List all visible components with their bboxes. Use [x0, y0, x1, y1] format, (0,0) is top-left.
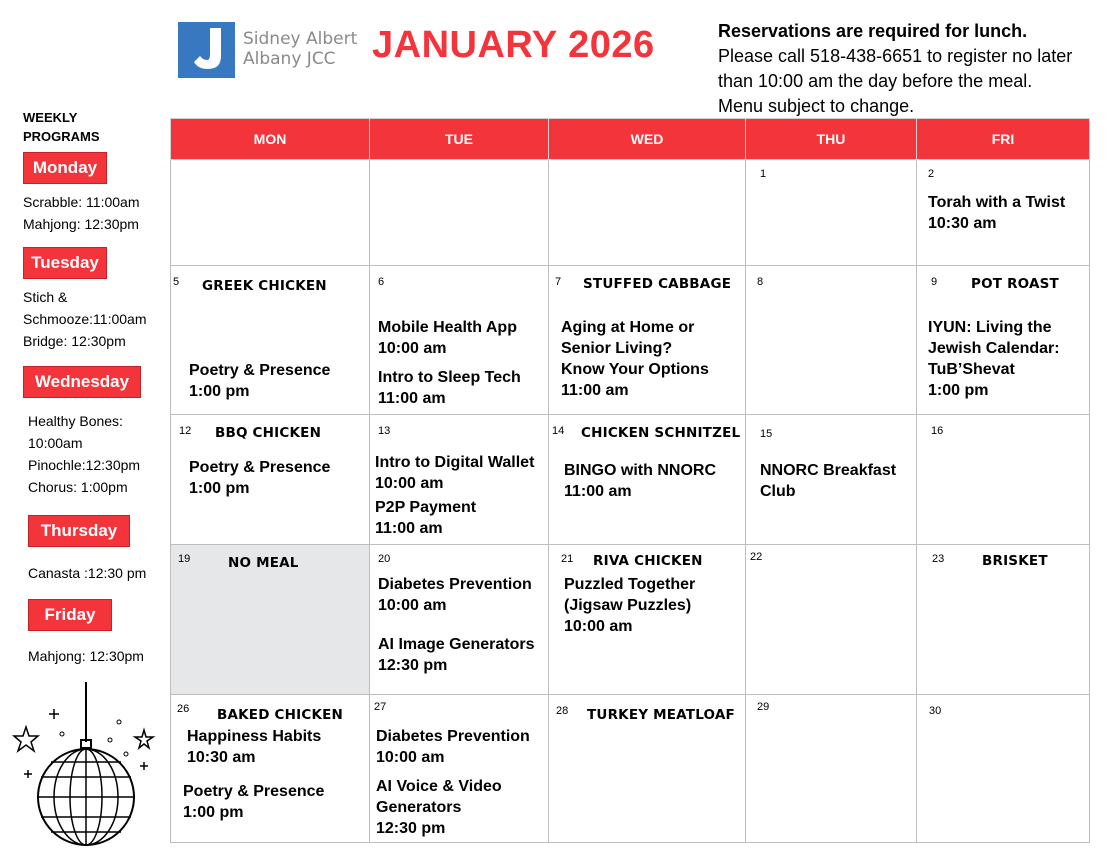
program-item: Scrabble: 11:00am	[23, 194, 140, 210]
event-line: Diabetes Prevention	[378, 576, 532, 593]
day-cell	[746, 415, 917, 545]
event	[928, 192, 1065, 234]
date-number: 8	[757, 276, 764, 288]
event-line: AI Image Generators	[378, 636, 535, 653]
reservation-notice	[718, 19, 1103, 119]
header-wed: WED	[549, 119, 746, 160]
monday-programs	[23, 191, 139, 235]
day-cell	[746, 695, 917, 843]
sidebar-day-tuesday: Tuesday	[23, 247, 107, 279]
date-number: 19	[178, 553, 191, 565]
event-line: Club	[760, 483, 796, 500]
event-line: 11:00 am	[561, 382, 629, 399]
day-cell	[549, 545, 746, 695]
meal-label: BRISKET	[982, 553, 1048, 569]
program-item: Healthy Bones:	[28, 413, 123, 429]
event-line: 10:00 am	[375, 475, 444, 492]
day-cell	[549, 415, 746, 545]
event-line: Senior Living?	[561, 340, 673, 357]
tuesday-programs	[23, 286, 146, 352]
friday-programs	[28, 645, 144, 667]
event-line: 11:00 am	[378, 390, 446, 407]
week-row	[171, 695, 1090, 843]
event-line: 11:00 am	[375, 520, 443, 537]
program-item: 10:00am	[28, 435, 83, 451]
event-line: NNORC Breakfast	[760, 462, 897, 479]
day-cell	[549, 266, 746, 415]
day-cell	[171, 266, 370, 415]
date-number: 28	[556, 705, 569, 717]
event-line: 10:30 am	[187, 749, 256, 766]
logo-line-2: Albany JCC	[243, 49, 336, 69]
thursday-programs	[28, 562, 146, 584]
event	[378, 317, 521, 409]
event-line: 10:00 am	[564, 618, 633, 635]
jcc-logo	[178, 22, 235, 78]
event-line: Puzzled Together	[564, 576, 696, 593]
calendar-header-row	[171, 119, 1090, 160]
day-cell	[549, 160, 746, 266]
day-cell	[917, 695, 1090, 843]
day-cell	[746, 545, 917, 695]
day-cell-no-meal	[171, 545, 370, 695]
date-number: 16	[931, 425, 944, 437]
notice-line: than 10:00 am the day before the meal.	[718, 71, 1033, 91]
notice-line: Please call 518-438-6651 to register no later	[718, 46, 1073, 66]
event-line: Jewish Calendar:	[928, 340, 1060, 357]
date-number: 5	[173, 276, 180, 288]
event-line: P2P Payment	[375, 499, 477, 516]
date-number: 29	[757, 701, 770, 713]
day-cell	[370, 160, 549, 266]
date-number: 2	[928, 168, 935, 180]
event	[561, 317, 709, 401]
event	[564, 460, 716, 502]
event-line: Know Your Options	[561, 361, 709, 378]
event-line: IYUN: Living the	[928, 319, 1052, 336]
day-cell	[917, 415, 1090, 545]
event-line: AI Voice & Video	[376, 778, 502, 795]
date-number: 6	[378, 276, 385, 288]
sidebar-title-line: WEEKLY	[23, 110, 78, 125]
event-line: 1:00 pm	[189, 383, 250, 400]
event	[189, 360, 330, 402]
jcc-logo-icon	[178, 22, 235, 78]
date-number: 14	[552, 425, 565, 437]
event-line: TuB’Shevat	[928, 361, 1015, 378]
meal-label: BBQ CHICKEN	[215, 425, 322, 441]
program-item: Mahjong: 12:30pm	[28, 648, 144, 664]
program-item: Stich &	[23, 289, 68, 305]
event	[375, 452, 534, 539]
header-fri: FRI	[917, 119, 1090, 160]
calendar-grid	[170, 118, 1090, 843]
event-line: Torah with a Twist	[928, 194, 1066, 211]
notice-line: Menu subject to change.	[718, 96, 915, 116]
program-item: Schmooze:11:00am	[23, 311, 147, 327]
date-number: 27	[374, 701, 387, 713]
event	[189, 457, 330, 499]
notice-line: Reservations are required for lunch.	[718, 21, 1028, 41]
logo-line-1: Sidney Albert	[243, 29, 358, 49]
disco-ball-icon	[6, 682, 166, 852]
program-item: Mahjong: 12:30pm	[23, 216, 139, 232]
event-line: (Jigsaw Puzzles)	[564, 597, 692, 614]
sidebar-day-friday: Friday	[28, 599, 112, 631]
date-number: 1	[760, 168, 767, 180]
event-line: 11:00 am	[564, 483, 632, 500]
event-line: Intro to Sleep Tech	[378, 369, 521, 386]
day-cell	[917, 160, 1090, 266]
day-cell	[171, 415, 370, 545]
event-line: 10:00 am	[376, 749, 445, 766]
event-line: 12:30 pm	[378, 657, 448, 674]
day-cell	[370, 695, 549, 843]
event-line: Generators	[376, 799, 462, 816]
event	[378, 574, 535, 676]
event-line: Happiness Habits	[187, 728, 322, 745]
meal-label: CHICKEN SCHNITZEL	[581, 425, 741, 441]
event-line: 1:00 pm	[189, 480, 250, 497]
event-line: BINGO with NNORC	[564, 462, 716, 479]
date-number: 13	[378, 425, 391, 437]
meal-label: NO MEAL	[228, 555, 299, 571]
meal-label: GREEK CHICKEN	[202, 278, 327, 294]
day-cell	[746, 266, 917, 415]
day-cell	[917, 545, 1090, 695]
program-item: Pinochle:12:30pm	[28, 457, 141, 473]
event-line: Diabetes Prevention	[376, 728, 530, 745]
week-row	[171, 266, 1090, 415]
meal-label: BAKED CHICKEN	[217, 707, 344, 723]
wednesday-programs	[28, 410, 140, 498]
date-number: 21	[561, 553, 574, 565]
date-number: 9	[931, 276, 938, 288]
day-cell	[549, 695, 746, 843]
weekly-programs-title	[23, 108, 100, 146]
day-cell	[370, 266, 549, 415]
page-title: JANUARY 2026	[372, 24, 655, 66]
header-thu: THU	[746, 119, 917, 160]
date-number: 30	[929, 705, 942, 717]
event-line: Intro to Digital Wallet	[375, 454, 535, 471]
event	[183, 726, 325, 823]
event	[760, 460, 896, 502]
day-cell	[171, 695, 370, 843]
date-number: 12	[179, 425, 192, 437]
header-tue: TUE	[370, 119, 549, 160]
day-cell	[370, 415, 549, 545]
day-cell	[746, 160, 917, 266]
date-number: 26	[177, 703, 190, 715]
program-item: Bridge: 12:30pm	[23, 333, 126, 349]
event-line: Mobile Health App	[378, 319, 517, 336]
event-line: 10:30 am	[928, 215, 997, 232]
header-mon: MON	[171, 119, 370, 160]
event-line: Aging at Home or	[561, 319, 695, 336]
event-line: 1:00 pm	[928, 382, 989, 399]
date-number: 22	[750, 551, 763, 563]
sidebar-day-wednesday: Wednesday	[23, 366, 141, 398]
date-number: 7	[555, 276, 562, 288]
date-number: 20	[378, 553, 391, 565]
event	[376, 726, 530, 839]
day-cell	[171, 160, 370, 266]
logo-text	[243, 29, 357, 69]
date-number: 15	[760, 428, 773, 440]
event	[928, 317, 1060, 401]
program-item: Chorus: 1:00pm	[28, 479, 128, 495]
meal-label: TURKEY MEATLOAF	[587, 707, 735, 723]
event-line: 12:30 pm	[376, 820, 446, 837]
week-row	[171, 545, 1090, 695]
week-row	[171, 415, 1090, 545]
day-cell	[917, 266, 1090, 415]
sidebar-day-thursday: Thursday	[28, 515, 130, 547]
meal-label: STUFFED CABBAGE	[583, 276, 732, 292]
sidebar-day-monday: Monday	[23, 152, 107, 184]
program-item: Canasta :12:30 pm	[28, 565, 147, 581]
date-number: 23	[932, 553, 945, 565]
day-cell	[370, 545, 549, 695]
meal-label: RIVA CHICKEN	[593, 553, 703, 569]
meal-label: POT ROAST	[971, 276, 1059, 292]
event-line: Poetry & Presence	[189, 362, 331, 379]
event-line: 10:00 am	[378, 340, 447, 357]
week-row	[171, 160, 1090, 266]
sidebar-title-line: PROGRAMS	[23, 129, 100, 144]
event-line: 1:00 pm	[183, 804, 244, 821]
event	[564, 574, 695, 637]
event-line: Poetry & Presence	[189, 459, 331, 476]
event-line: Poetry & Presence	[183, 783, 325, 800]
event-line: 10:00 am	[378, 597, 447, 614]
